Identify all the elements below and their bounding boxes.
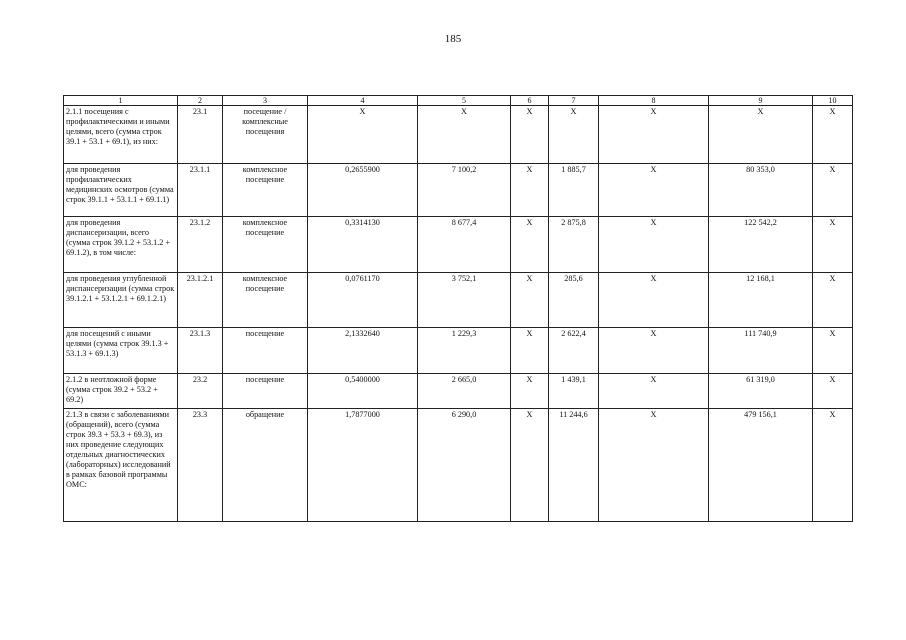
value-cell: Х xyxy=(599,409,709,522)
row-name-cell: для проведения профилактических медицинских осмотров (сумма строк 39.1.1 + 53.1.1 + 69.1.1) xyxy=(64,164,178,217)
value-cell: 8 677,4 xyxy=(418,217,511,273)
value-cell: Х xyxy=(813,164,853,217)
value-cell: Х xyxy=(549,106,599,164)
unit-cell: комплексное посещение xyxy=(223,217,308,273)
row-code-cell: 23.2 xyxy=(178,374,223,409)
column-header: 2 xyxy=(178,96,223,106)
value-cell: 1 885,7 xyxy=(549,164,599,217)
column-header: 6 xyxy=(511,96,549,106)
value-cell: 3 752,1 xyxy=(418,273,511,328)
value-cell: Х xyxy=(511,217,549,273)
value-cell: Х xyxy=(599,273,709,328)
value-cell: Х xyxy=(813,217,853,273)
row-name-cell: для проведения углубленной диспансеризации (сумма строк 39.1.2.1 + 53.1.2.1 + 69.1.2.1) xyxy=(64,273,178,328)
value-cell: Х xyxy=(511,409,549,522)
row-name-cell: для проведения диспансеризации, всего (сумма строк 39.1.2 + 53.1.2 + 69.1.2), в том числе: xyxy=(64,217,178,273)
value-cell: 6 290,0 xyxy=(418,409,511,522)
value-cell: 0,3314130 xyxy=(308,217,418,273)
data-table xyxy=(63,95,853,522)
value-cell: 2,1332640 xyxy=(308,328,418,374)
table-row xyxy=(64,328,853,374)
value-cell: Х xyxy=(511,328,549,374)
value-cell: Х xyxy=(511,164,549,217)
row-name-cell: 2.1.2 в неотложной форме (сумма строк 39.2 + 53.2 + 69.2) xyxy=(64,374,178,409)
value-cell: Х xyxy=(813,106,853,164)
value-cell: 12 168,1 xyxy=(709,273,813,328)
unit-cell: комплексное посещение xyxy=(223,273,308,328)
value-cell: 479 156,1 xyxy=(709,409,813,522)
row-code-cell: 23.1.2 xyxy=(178,217,223,273)
value-cell: 0,2655900 xyxy=(308,164,418,217)
value-cell: 285,6 xyxy=(549,273,599,328)
value-cell: 0,5400000 xyxy=(308,374,418,409)
unit-cell: посещение / комплексные посещения xyxy=(223,106,308,164)
column-header: 1 xyxy=(64,96,178,106)
table-row xyxy=(64,273,853,328)
value-cell: Х xyxy=(511,273,549,328)
column-header: 3 xyxy=(223,96,308,106)
row-code-cell: 23.1.3 xyxy=(178,328,223,374)
value-cell: Х xyxy=(709,106,813,164)
value-cell: 1 229,3 xyxy=(418,328,511,374)
row-code-cell: 23.1 xyxy=(178,106,223,164)
unit-cell: комплексное посещение xyxy=(223,164,308,217)
table-row xyxy=(64,217,853,273)
value-cell: 1 439,1 xyxy=(549,374,599,409)
unit-cell: посещение xyxy=(223,328,308,374)
row-name-cell: 2.1.3 в связи с заболеваниями (обращений), всего (сумма строк 39.3 + 53.3 + 69.3), из них проведение следующих отдельных диагностических (лабораторных) исследований в рамках базовой программы ОМС: xyxy=(64,409,178,522)
value-cell: Х xyxy=(813,328,853,374)
column-number-row xyxy=(64,96,853,106)
column-header: 4 xyxy=(308,96,418,106)
value-cell: 0,0761170 xyxy=(308,273,418,328)
value-cell: 61 319,0 xyxy=(709,374,813,409)
column-header: 8 xyxy=(599,96,709,106)
value-cell: Х xyxy=(599,106,709,164)
value-cell: 111 740,9 xyxy=(709,328,813,374)
value-cell: 11 244,6 xyxy=(549,409,599,522)
column-header: 10 xyxy=(813,96,853,106)
unit-cell: посещение xyxy=(223,374,308,409)
value-cell: Х xyxy=(511,374,549,409)
value-cell: 2 665,0 xyxy=(418,374,511,409)
row-code-cell: 23.3 xyxy=(178,409,223,522)
value-cell: Х xyxy=(599,328,709,374)
value-cell: 2 875,8 xyxy=(549,217,599,273)
column-header: 9 xyxy=(709,96,813,106)
table-row xyxy=(64,409,853,522)
table-row xyxy=(64,374,853,409)
value-cell: 122 542,2 xyxy=(709,217,813,273)
unit-cell: обращение xyxy=(223,409,308,522)
column-header: 5 xyxy=(418,96,511,106)
value-cell: 1,7877000 xyxy=(308,409,418,522)
row-code-cell: 23.1.2.1 xyxy=(178,273,223,328)
row-name-cell: 2.1.1 посещения с профилактическими и иными целями, всего (сумма строк 39.1 + 53.1 + 69.1), из них: xyxy=(64,106,178,164)
value-cell: Х xyxy=(599,217,709,273)
value-cell: Х xyxy=(308,106,418,164)
value-cell: Х xyxy=(599,374,709,409)
column-header: 7 xyxy=(549,96,599,106)
value-cell: Х xyxy=(813,273,853,328)
table-row xyxy=(64,106,853,164)
value-cell: Х xyxy=(418,106,511,164)
table-row xyxy=(64,164,853,217)
value-cell: 80 353,0 xyxy=(709,164,813,217)
row-name-cell: для посещений с иными целями (сумма строк 39.1.3 + 53.1.3 + 69.1.3) xyxy=(64,328,178,374)
value-cell: 2 622,4 xyxy=(549,328,599,374)
value-cell: Х xyxy=(511,106,549,164)
value-cell: Х xyxy=(813,374,853,409)
value-cell: Х xyxy=(813,409,853,522)
value-cell: 7 100,2 xyxy=(418,164,511,217)
row-code-cell: 23.1.1 xyxy=(178,164,223,217)
page-number: 185 xyxy=(444,33,462,45)
value-cell: Х xyxy=(599,164,709,217)
